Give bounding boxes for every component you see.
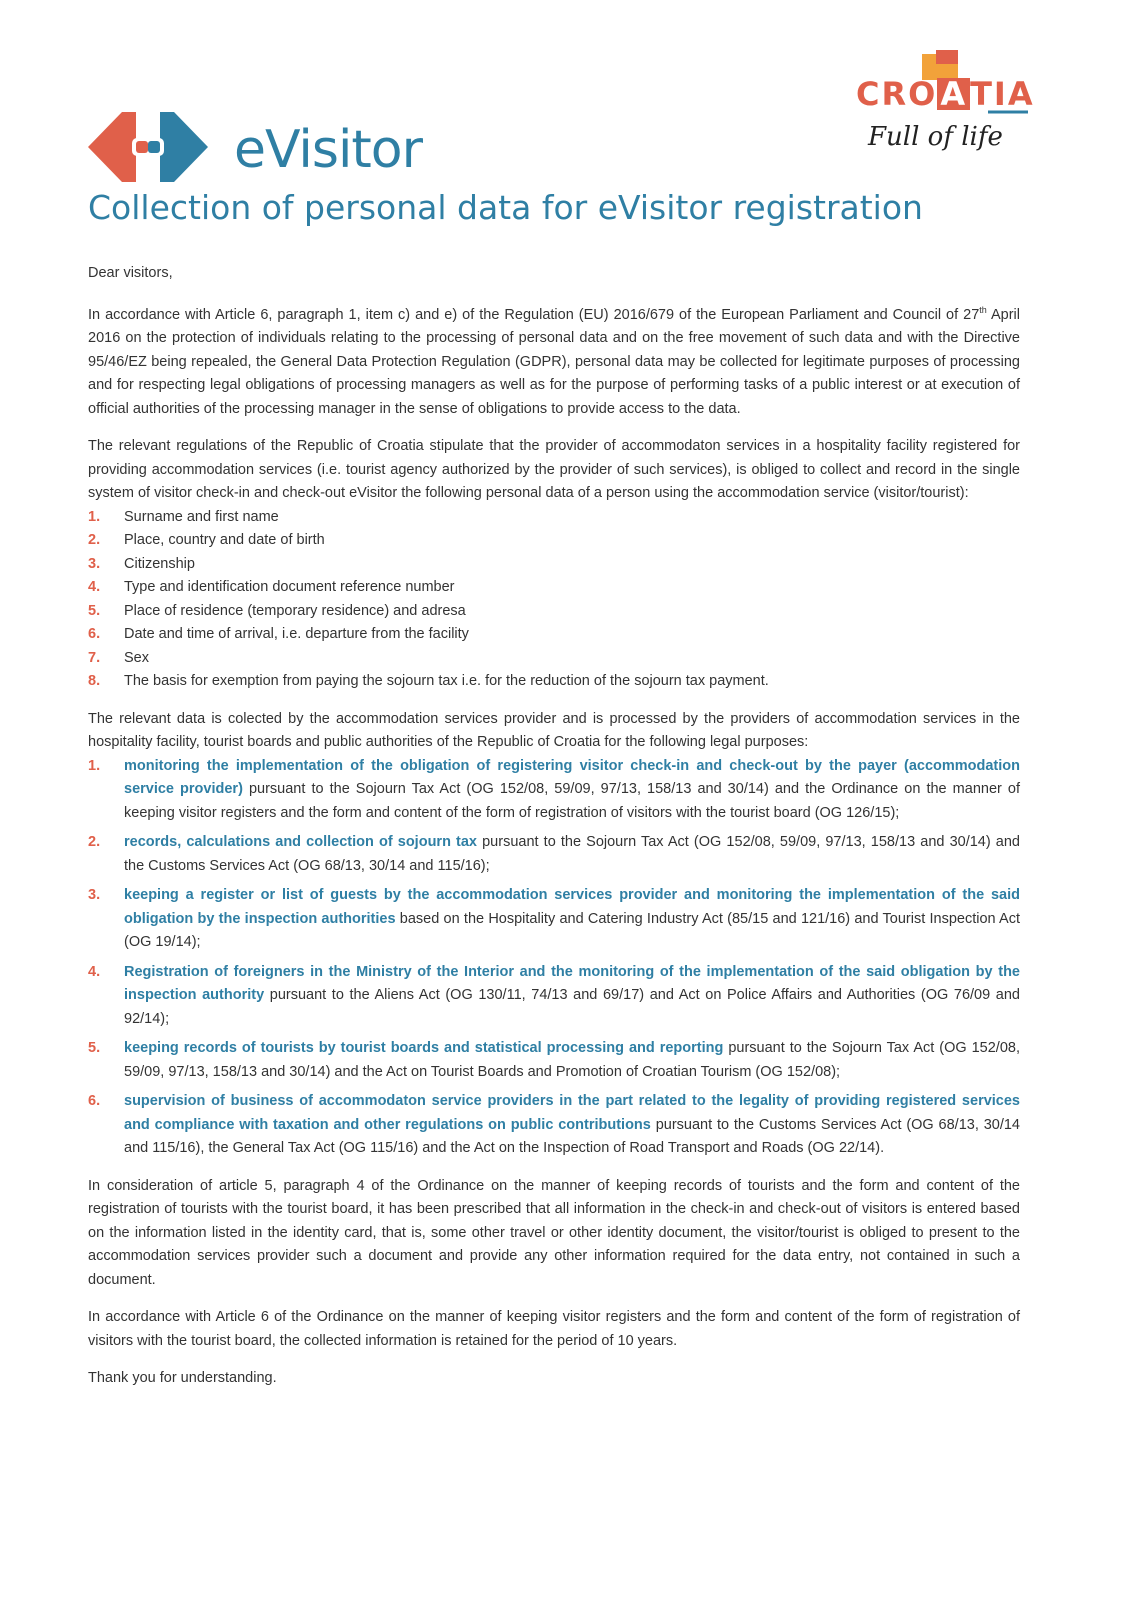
croatia-logo-tagline: Full of life [868,122,1003,152]
list-item: 3. keeping a register or list of guests by the accommodation services provider and monitoring the implementation of the said obligation by the inspection authorities based on the Hospitality and Catering Industry Act (85/15 and 121/16) and Tourist Inspection Act (OG 19/14); [88,887,1020,950]
page-title: Collection of personal data for eVisitor registration [88,188,923,227]
list-item: 7. Sex [88,649,149,666]
croatia-full-of-life-logo [838,50,1068,180]
paragraph-identity-document: In consideration of article 5, paragraph 4 of the Ordinance on the manner of keeping records of tourists and the form and content of the registration of tourists with the tourist board, it has been prescribed that all information in the check-in and check-out of visitors is entered based on the information listed in the identity card, that is, some other travel or other identity document, the visitor/tourist is obliged to present to the accommodation services provider such a document and provide any other information required for the data entry, not contained in such a document. [88,1177,1020,1288]
paragraph-legal-purposes: The relevant data is colected by the accommodation services provider and is processed by the providers of accommodation services in the hospitality facility, tourist boards and public authorities of the Republic of Croatia for the following legal purposes: [88,710,1020,750]
legal-purposes-list [88,755,1020,1161]
closing-text: Thank you for understanding. [88,1370,277,1386]
evisitor-logo [88,102,448,202]
evisitor-logo-text: eVisitor [234,120,422,180]
list-item: 3. Citizenship [88,555,195,572]
paragraph-gdpr: In accordance with Article 6, paragraph 1, item c) and e) of the Regulation (EU) 2016/679 of the European Parliament and Council of 27th April 2016 on the protection of individuals relating to the processing of personal data and on the free movement of such data and with the Directive 95/46/EZ being repealed, the General Data Protection Regulation (GDPR), personal data may be collected for legitimate purposes of processing and for respecting legal obligations of processing managers as well as for the purpose of performing tasks of a public interest or at execution of official authorities of the processing manager in the sense of obligations to provide access to the data. [88,304,1020,417]
list-item: 6. supervision of business of accommodaton service providers in the part related to the legality of providing registered services and compliance with taxation and other regulations on public contributions pursuant to the Customs Services Act (OG 68/13, 30/14 and 115/16), the General Tax Act (OG 115/16) and the Act on the Inspection of Road Transport and Roads (OG 22/14). [88,1093,1020,1156]
document-body [88,262,1020,1405]
list-item: 2. records, calculations and collection of sojourn tax pursuant to the Sojourn Tax Act (OG 152/08, 59/09, 97/13, 158/13 and 30/14) and the Customs Services Act (OG 68/13, 30/14 and 115/16); [88,834,1020,874]
list-item: 5. Place of residence (temporary residence) and adresa [88,602,466,619]
croatia-logo-decoration [838,50,1068,180]
list-item: 6. Date and time of arrival, i.e. departure from the facility [88,626,469,642]
paragraph-retention: In accordance with Article 6 of the Ordinance on the manner of keeping visitor registers and the form and content of the form of registration of visitors with the tourist board, the collected information is retained for the period of 10 years. [88,1309,1020,1349]
list-item: 1. Surname and first name [88,508,279,525]
evisitor-arrows-icon [88,112,208,182]
croatia-logo-word: CROATIA [856,75,1035,113]
list-item: 2. Place, country and date of birth [88,532,325,548]
list-item: 8. The basis for exemption from paying the sojourn tax i.e. for the reduction of the sojourn tax payment. [88,673,769,689]
paragraph-regulations: The relevant regulations of the Republic of Croatia stipulate that the provider of accommodaton services in a hospitality facility registered for providing accommodation services (i.e. tourist agency authorized by the provider of such services), is obliged to collect and record in the single system of visitor check-in and check-out eVisitor the following personal data of a person using the accommodation service (visitor/tourist): [88,438,1020,501]
personal-data-list [88,506,1020,694]
list-item: 5. keeping records of tourists by tourist boards and statistical processing and reporting pursuant to the Sojourn Tax Act (OG 152/08, 59/09, 97/13, 158/13 and 30/14) and the Act on Tourist Boards and Promotion of Croatian Tourism (OG 152/08); [88,1040,1020,1080]
greeting: Dear visitors, [88,265,173,281]
list-item: 4. Type and identification document reference number [88,579,455,595]
list-item: 4. Registration of foreigners in the Ministry of the Interior and the monitoring of the implementation of the said obligation by the inspection authority pursuant to the Aliens Act (OG 130/11, 74/13 and 69/17) and Act on Police Affairs and Authorities (OG 76/09 and 92/14); [88,963,1020,1027]
list-item: 1. monitoring the implementation of the obligation of registering visitor check-in and check-out by the payer (accommodation service provider) pursuant to the Sojourn Tax Act (OG 152/08, 59/09, 97/13, 158/13 and 30/14) and the Ordinance on the manner of keeping visitor registers and the form and content of the form of registration of visitors with the tourist board (OG 126/15); [88,757,1020,821]
